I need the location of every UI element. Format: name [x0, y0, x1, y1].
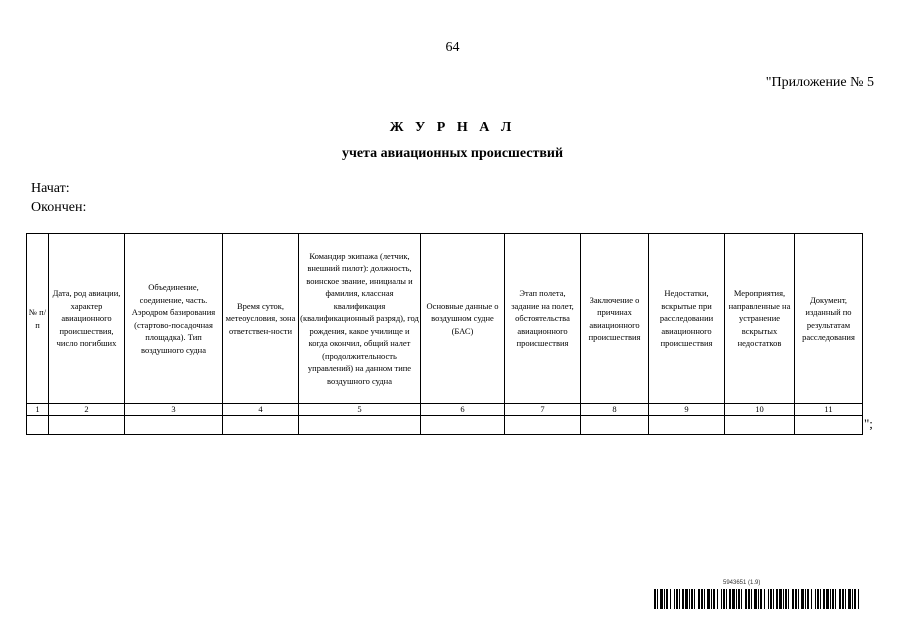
- empty-cell: [49, 416, 125, 435]
- started-label: Начат:: [31, 181, 70, 196]
- closing-quote-mark: ";: [864, 416, 873, 431]
- header-row: [27, 234, 863, 404]
- header-cell: Документ, изданный по результатам расследования: [795, 234, 863, 404]
- column-number: 4: [223, 404, 299, 416]
- column-number: 2: [49, 404, 125, 416]
- header-cell: № п/п: [27, 234, 49, 404]
- appendix-label: "Приложение № 5: [765, 75, 874, 90]
- header-cell: Время суток, метеоусловия, зона ответствен-ности: [223, 234, 299, 404]
- empty-cell: [421, 416, 505, 435]
- empty-cell: [725, 416, 795, 435]
- empty-cell: [27, 416, 49, 435]
- header-cell: Заключение о причинах авиационного происшествия: [581, 234, 649, 404]
- barcode-caption: 5943651 (1.9): [723, 580, 761, 586]
- column-number: 3: [125, 404, 223, 416]
- empty-cell: [581, 416, 649, 435]
- empty-cell: [649, 416, 725, 435]
- accidents-journal-table: [26, 233, 863, 435]
- barcode-image: [654, 589, 864, 609]
- ended-label: Окончен:: [31, 200, 87, 215]
- empty-cell: [505, 416, 581, 435]
- header-cell: Командир экипажа (летчик, внешний пилот): должность, воинское звание, инициалы и фамилия, классная квалификация (квалификационный разряд), год рождения, какое училище и когда окончил, общий налет (продолжительность управлений) на данном типе воздушного судна: [299, 234, 421, 404]
- column-number-row: [27, 404, 863, 416]
- empty-cell: [299, 416, 421, 435]
- empty-entry-row: [27, 416, 863, 435]
- header-cell: Недостатки, вскрытые при расследовании авиационного происшествия: [649, 234, 725, 404]
- column-number: 8: [581, 404, 649, 416]
- column-number: 11: [795, 404, 863, 416]
- empty-cell: [223, 416, 299, 435]
- column-number: 9: [649, 404, 725, 416]
- column-number: 7: [505, 404, 581, 416]
- header-cell: Мероприятия, направленные на устранение вскрытых недостатков: [725, 234, 795, 404]
- column-number: 10: [725, 404, 795, 416]
- header-cell: Этап полета, задание на полет, обстоятельства авиационного происшествия: [505, 234, 581, 404]
- column-number: 6: [421, 404, 505, 416]
- empty-cell: [125, 416, 223, 435]
- header-cell: Объединение, соединение, часть. Аэродром базирования (стартово-посадочная площадка). Тип воздушного судна: [125, 234, 223, 404]
- journal-title: Ж У Р Н А Л: [389, 120, 516, 135]
- column-number: 1: [27, 404, 49, 416]
- empty-cell: [795, 416, 863, 435]
- header-cell: Дата, род авиации, характер авиационного происшествия, число погибших: [49, 234, 125, 404]
- header-cell: Основные данные о воздушном судне (БАС): [421, 234, 505, 404]
- journal-subtitle: учета авиационных происшествий: [341, 146, 564, 161]
- column-number: 5: [299, 404, 421, 416]
- page-number: 64: [445, 40, 460, 55]
